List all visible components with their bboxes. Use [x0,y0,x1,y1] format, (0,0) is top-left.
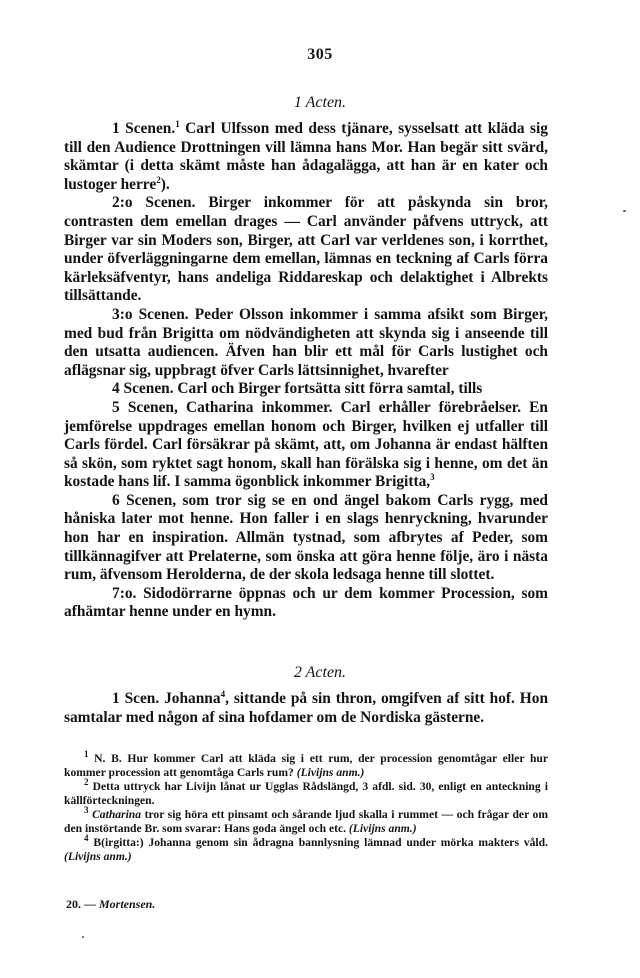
act-1-paragraph [64,120,548,194]
act-1-paragraph [64,492,548,585]
text-run: tror sig höra ett pinsamt och sårande ljud skalla i rummet — och frågar der om den instörtande Br. som svarar: Hans goda ängel och etc. [64,808,549,835]
text-run: 2:o Scenen. Birger inkommer för att påskynda sin bror, contrasten dem emellan drages — Carl använder påfvens uttryck, att Birger var sin Moders son, Birger, att Carl var verldenes son, i korrthet, under öfverläggningarne dem emellan, lämnas en teckning af Carls förra kärleksäfventyr, hans andeliga Riddareskap och delaktighet i Albrekts tillsättande. [64,194,548,305]
act-1-paragraph [64,194,548,306]
page-number: 305 [307,46,333,63]
footnote [64,833,548,864]
italic-text: (Livijns anm.) [348,822,417,835]
text-run: ). [160,175,170,193]
text-run: 3:o Scenen. Peder Olsson inkommer i samma afsikt som Birger, med bud från Brigitta om nödvändigheten att skynda sig i anseende till den utsatta audiencen. Äfven han blir ett mål för Carls lustighet och aflägsnar sig, uppbragt öfver Carls lättsinnighet, hvarefter [64,305,548,379]
paper-speck [623,210,626,212]
signature-dash: — [81,897,99,911]
footnote-marker: 1 [84,749,89,760]
footnote-marker: 4 [220,688,226,699]
act-2-body [64,690,548,727]
italic-text: Catharina [92,808,142,821]
footnote [64,805,549,836]
act-1-heading: 1 Acten. [293,94,347,111]
act-1-body [64,120,548,622]
italic-text: (Livijns anm.) [296,766,365,779]
text-run: 1 Scen. Johanna [112,690,221,707]
act-1-paragraph [64,399,548,492]
act-2-paragraph [64,690,548,727]
signature-name: Mortensen. [99,897,156,911]
act-1-paragraph [64,380,548,399]
footnote-marker: 1 [175,118,180,129]
text-run: N. B. Hur kommer Carl att kläda sig i ett rum, der procession genomtågar eller hur kommer procession att genomtåga Carls rum? [64,752,548,779]
footnote-marker: 2 [156,174,161,185]
text-run: , sittande på sin thron, omgifven af sitt hof. Hon samtalar med någon af sina hofdamer om de Nordiska gästerne. [64,690,549,726]
text-run: 5 Scenen, Catharina inkommer. Carl erhåller förebråelser. En jemförelse uppdrages emellan honom och Birger, hvilken ej utfaller till Carls fördel. Carl försäkrar på skämt, att, om Johanna är endast hälften så skön, som ryktet sagt honom, skall han förälska sig i henne, om det än kostade hans lif. I samma ögonblick inkommer Brigitta, [64,398,548,491]
text-run: 4 Scenen. Carl och Birger fortsätta sitt förra samtal, tills [112,380,483,398]
footnote [64,777,548,808]
footnote-marker: 4 [84,833,89,844]
text-run: Carl Ulfsson med dess tjänare, sysselsatt att kläda sig till den Audience Drottningen vill lämna hans Mor. Han begär sitt svärd, skämtar (i detta skämt måste han ådagalägga, att han är en kater och lustoger herre [64,120,548,193]
footnote-marker: 3 [430,472,435,483]
printer-signature [66,897,155,912]
footnotes [64,749,549,864]
footnote-marker: 2 [84,777,89,788]
text-run: 7:o. Sidodörrarne öppnas och ur dem kommer Procession, som afhämtar henne under en hymn. [64,584,548,621]
italic-text: (Livijns anm.) [64,850,132,863]
paper-speck [82,936,84,938]
text-run: 6 Scenen, som tror sig se en ond ängel bakom Carls rygg, med håniska later mot henne. Hon faller i en slags henryckning, hvarunder hon har en inspiration. Allmän tystnad, som afbrytes af Peder, som tillkännagifver att Prelaterne, som önska att göra henne följe, äro i nästa rum, äfvensom Herolderna, de der skola ledsaga henne till slottet. [64,491,548,584]
act-2-heading: 2 Acten. [293,664,347,681]
text-run: Detta uttryck har Livijn lånat ur Ugglas Rådslängd, 3 afdl. sid. 30, enligt en anteckning i källförteckningen. [64,780,548,807]
text-run: B(irgitta:) Johanna genom sin ådragna bannlysning lämnad under mörka makters våld. [88,836,548,849]
footnote [64,749,548,780]
act-1-paragraph [64,585,548,622]
text-run: 1 Scenen. [112,120,176,137]
act-1-paragraph [64,306,548,380]
signature-number: 20. [66,897,81,911]
footnote-marker: 3 [84,805,89,816]
